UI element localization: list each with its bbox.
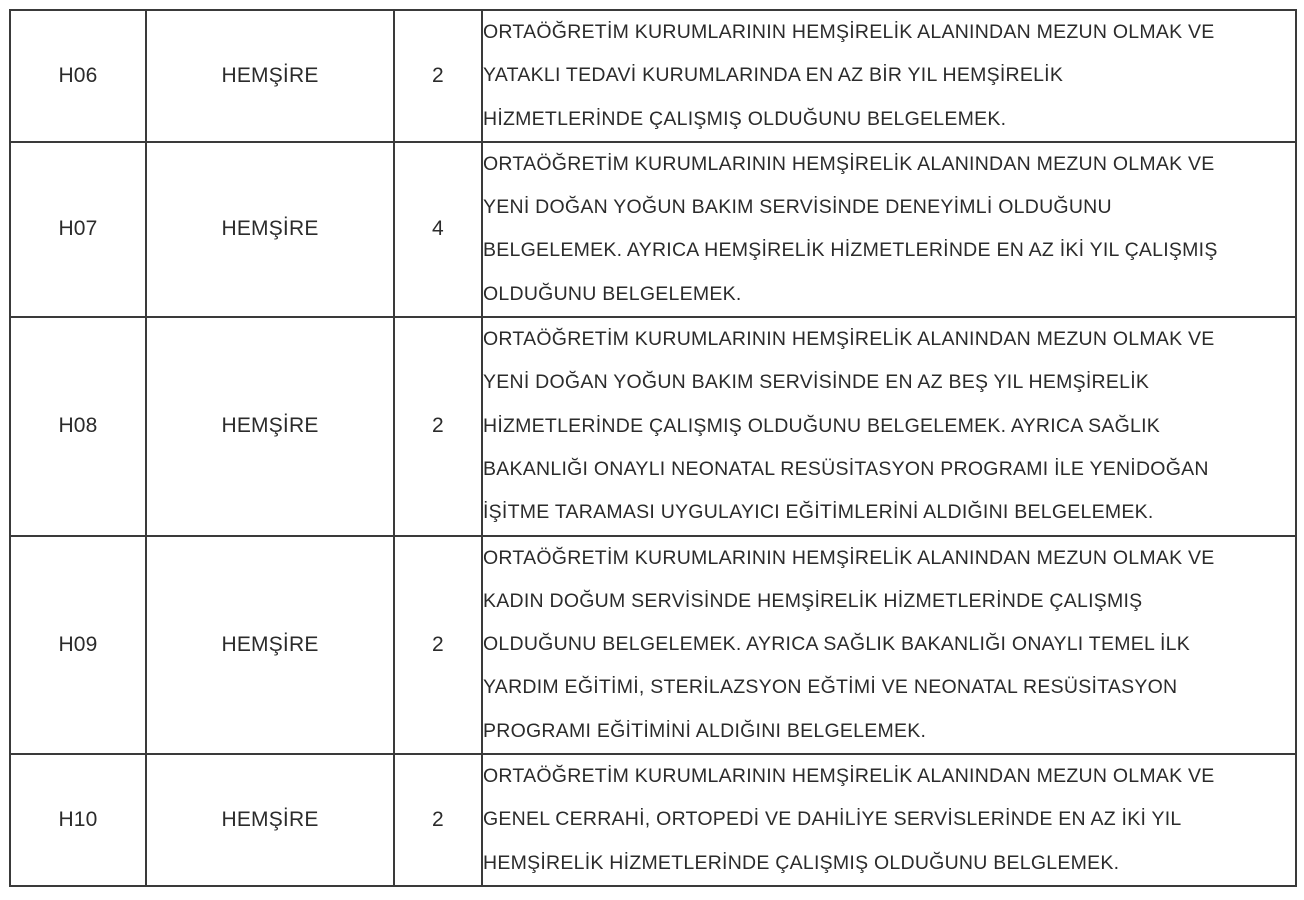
position-title: HEMŞİRE xyxy=(146,754,394,886)
requirement-line: BAKANLIĞI ONAYLI NEONATAL RESÜSİTASYON PROGRAMI İLE YENİDOĞAN xyxy=(483,457,1209,480)
table-row xyxy=(10,10,1296,142)
position-title: HEMŞİRE xyxy=(146,536,394,754)
requirements-table xyxy=(9,9,1297,887)
requirement-cell xyxy=(482,10,1296,142)
position-count: 4 xyxy=(394,142,482,317)
requirement-line: YATAKLI TEDAVİ KURUMLARINDA EN AZ BİR YIL HEMŞİRELİK xyxy=(483,64,1064,87)
position-code: H06 xyxy=(10,10,146,142)
requirement-line: BELGELEMEK. AYRICA HEMŞİRELİK HİZMETLERİNDE EN AZ İKİ YIL ÇALIŞMIŞ xyxy=(483,239,1218,262)
position-count: 2 xyxy=(394,10,482,142)
requirement-line: PROGRAMI EĞİTİMİNİ ALDIĞINI BELGELEMEK. xyxy=(483,719,927,742)
requirement-cell xyxy=(482,142,1296,317)
requirement-line: OLDUĞUNU BELGELEMEK. xyxy=(483,282,742,305)
requirement-line: YARDIM EĞİTİMİ, STERİLAZSYON EĞTİMİ VE NEONATAL RESÜSİTASYON xyxy=(483,676,1178,699)
position-code: H10 xyxy=(10,754,146,886)
position-count: 2 xyxy=(394,754,482,886)
requirement-line: HİZMETLERİNDE ÇALIŞMIŞ OLDUĞUNU BELGELEMEK. xyxy=(483,107,1007,130)
table-row xyxy=(10,142,1296,317)
requirement-line: KADIN DOĞUM SERVİSİNDE HEMŞİRELİK HİZMETLERİNDE ÇALIŞMIŞ xyxy=(483,589,1143,612)
table-row xyxy=(10,754,1296,886)
requirement-line: ORTAÖĞRETİM KURUMLARININ HEMŞİRELİK ALANINDAN MEZUN OLMAK VE xyxy=(483,546,1215,569)
position-title: HEMŞİRE xyxy=(146,317,394,535)
position-code: H09 xyxy=(10,536,146,754)
position-count: 2 xyxy=(394,536,482,754)
requirement-line: HİZMETLERİNDE ÇALIŞMIŞ OLDUĞUNU BELGELEMEK. AYRICA SAĞLIK xyxy=(483,414,1161,437)
position-title: HEMŞİRE xyxy=(146,142,394,317)
requirement-line: GENEL CERRAHİ, ORTOPEDİ VE DAHİLİYE SERVİSLERİNDE EN AZ İKİ YIL xyxy=(483,808,1182,831)
requirement-line: ORTAÖĞRETİM KURUMLARININ HEMŞİRELİK ALANINDAN MEZUN OLMAK VE xyxy=(483,765,1215,788)
position-code: H08 xyxy=(10,317,146,535)
requirement-line: YENİ DOĞAN YOĞUN BAKIM SERVİSİNDE EN AZ BEŞ YIL HEMŞİRELİK xyxy=(483,371,1150,394)
table-row xyxy=(10,536,1296,754)
requirement-line: HEMŞİRELİK HİZMETLERİNDE ÇALIŞMIŞ OLDUĞUNU BELGLEMEK. xyxy=(483,851,1120,874)
table-row xyxy=(10,317,1296,535)
position-count: 2 xyxy=(394,317,482,535)
requirement-line: OLDUĞUNU BELGELEMEK. AYRICA SAĞLIK BAKANLIĞI ONAYLI TEMEL İLK xyxy=(483,633,1191,656)
requirement-cell xyxy=(482,317,1296,535)
position-code: H07 xyxy=(10,142,146,317)
requirement-line: ORTAÖĞRETİM KURUMLARININ HEMŞİRELİK ALANINDAN MEZUN OLMAK VE xyxy=(483,152,1215,175)
requirement-line: İŞİTME TARAMASI UYGULAYICI EĞİTİMLERİNİ ALDIĞINI BELGELEMEK. xyxy=(483,501,1154,524)
requirement-cell xyxy=(482,754,1296,886)
position-title: HEMŞİRE xyxy=(146,10,394,142)
requirement-cell xyxy=(482,536,1296,754)
requirement-line: ORTAÖĞRETİM KURUMLARININ HEMŞİRELİK ALANINDAN MEZUN OLMAK VE xyxy=(483,328,1215,351)
requirement-line: YENİ DOĞAN YOĞUN BAKIM SERVİSİNDE DENEYİMLİ OLDUĞUNU xyxy=(483,196,1112,219)
requirement-line: ORTAÖĞRETİM KURUMLARININ HEMŞİRELİK ALANINDAN MEZUN OLMAK VE xyxy=(483,21,1215,43)
